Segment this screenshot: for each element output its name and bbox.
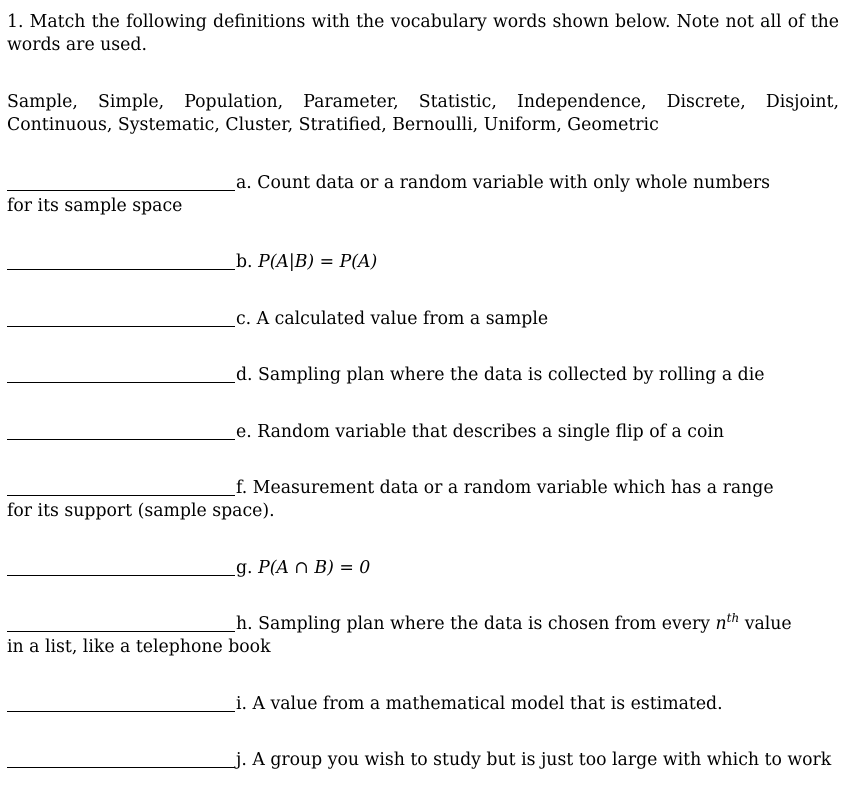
- definition-a: a. Count data or a random variable with only whole numbers: [236, 173, 771, 193]
- answer-blank-d[interactable]: [7, 364, 235, 383]
- formula-b: P(A|B) = P(A): [258, 252, 378, 272]
- definition-e: e. Random variable that describes a single flip of a coin: [236, 422, 725, 442]
- question-b: [7, 251, 839, 274]
- answer-blank-c[interactable]: [7, 308, 235, 327]
- definition-a-continued: for its sample space: [7, 196, 183, 216]
- question-h: [7, 613, 839, 659]
- definition-j: j. A group you wish to study but is just too large with which to work: [236, 750, 832, 770]
- answer-blank-j[interactable]: [7, 749, 235, 768]
- answer-blank-b[interactable]: [7, 251, 235, 270]
- definition-h: h. Sampling plan where the data is chosen from every $n^{th}$ value: [236, 611, 792, 634]
- question-e: [7, 421, 839, 444]
- answer-blank-i[interactable]: [7, 693, 235, 712]
- answer-blank-f[interactable]: [7, 477, 235, 496]
- definition-d: d. Sampling plan where the data is collected by rolling a die: [236, 365, 765, 385]
- question-i: [7, 693, 839, 716]
- instructions: 1. Match the following definitions with the vocabulary words shown below. Note not all of the words are used.: [7, 12, 839, 55]
- definition-f-continued: for its support (sample space).: [7, 501, 275, 521]
- definition-i: i. A value from a mathematical model that is estimated.: [236, 694, 723, 714]
- answer-blank-e[interactable]: [7, 421, 235, 440]
- answer-blank-h[interactable]: [7, 613, 235, 632]
- vocabulary-list: Sample, Simple, Population, Parameter, Statistic, Independence, Discrete, Disjoint, Continuous, Systematic, Cluster, Stratified, Bernoulli, Uniform, Geometric: [7, 92, 839, 135]
- nth-superscript: th: [726, 611, 740, 625]
- definition-h-continued: in a list, like a telephone book: [7, 637, 271, 657]
- formula-g: P(A ∩ B) = 0: [258, 558, 371, 578]
- question-g: [7, 557, 839, 580]
- definition-c: c. A calculated value from a sample: [236, 309, 549, 329]
- question-f: [7, 477, 839, 523]
- definition-b: b. P(A|B) = P(A): [236, 252, 378, 272]
- definition-f: f. Measurement data or a random variable which has a range: [236, 478, 774, 498]
- answer-blank-a[interactable]: [7, 172, 235, 191]
- answer-blank-g[interactable]: [7, 557, 235, 576]
- nth-variable: n: [715, 614, 727, 634]
- question-a: [7, 172, 839, 218]
- question-c: [7, 308, 839, 331]
- question-j: [7, 749, 839, 772]
- question-d: [7, 364, 839, 387]
- definition-g: g. P(A ∩ B) = 0: [236, 558, 371, 578]
